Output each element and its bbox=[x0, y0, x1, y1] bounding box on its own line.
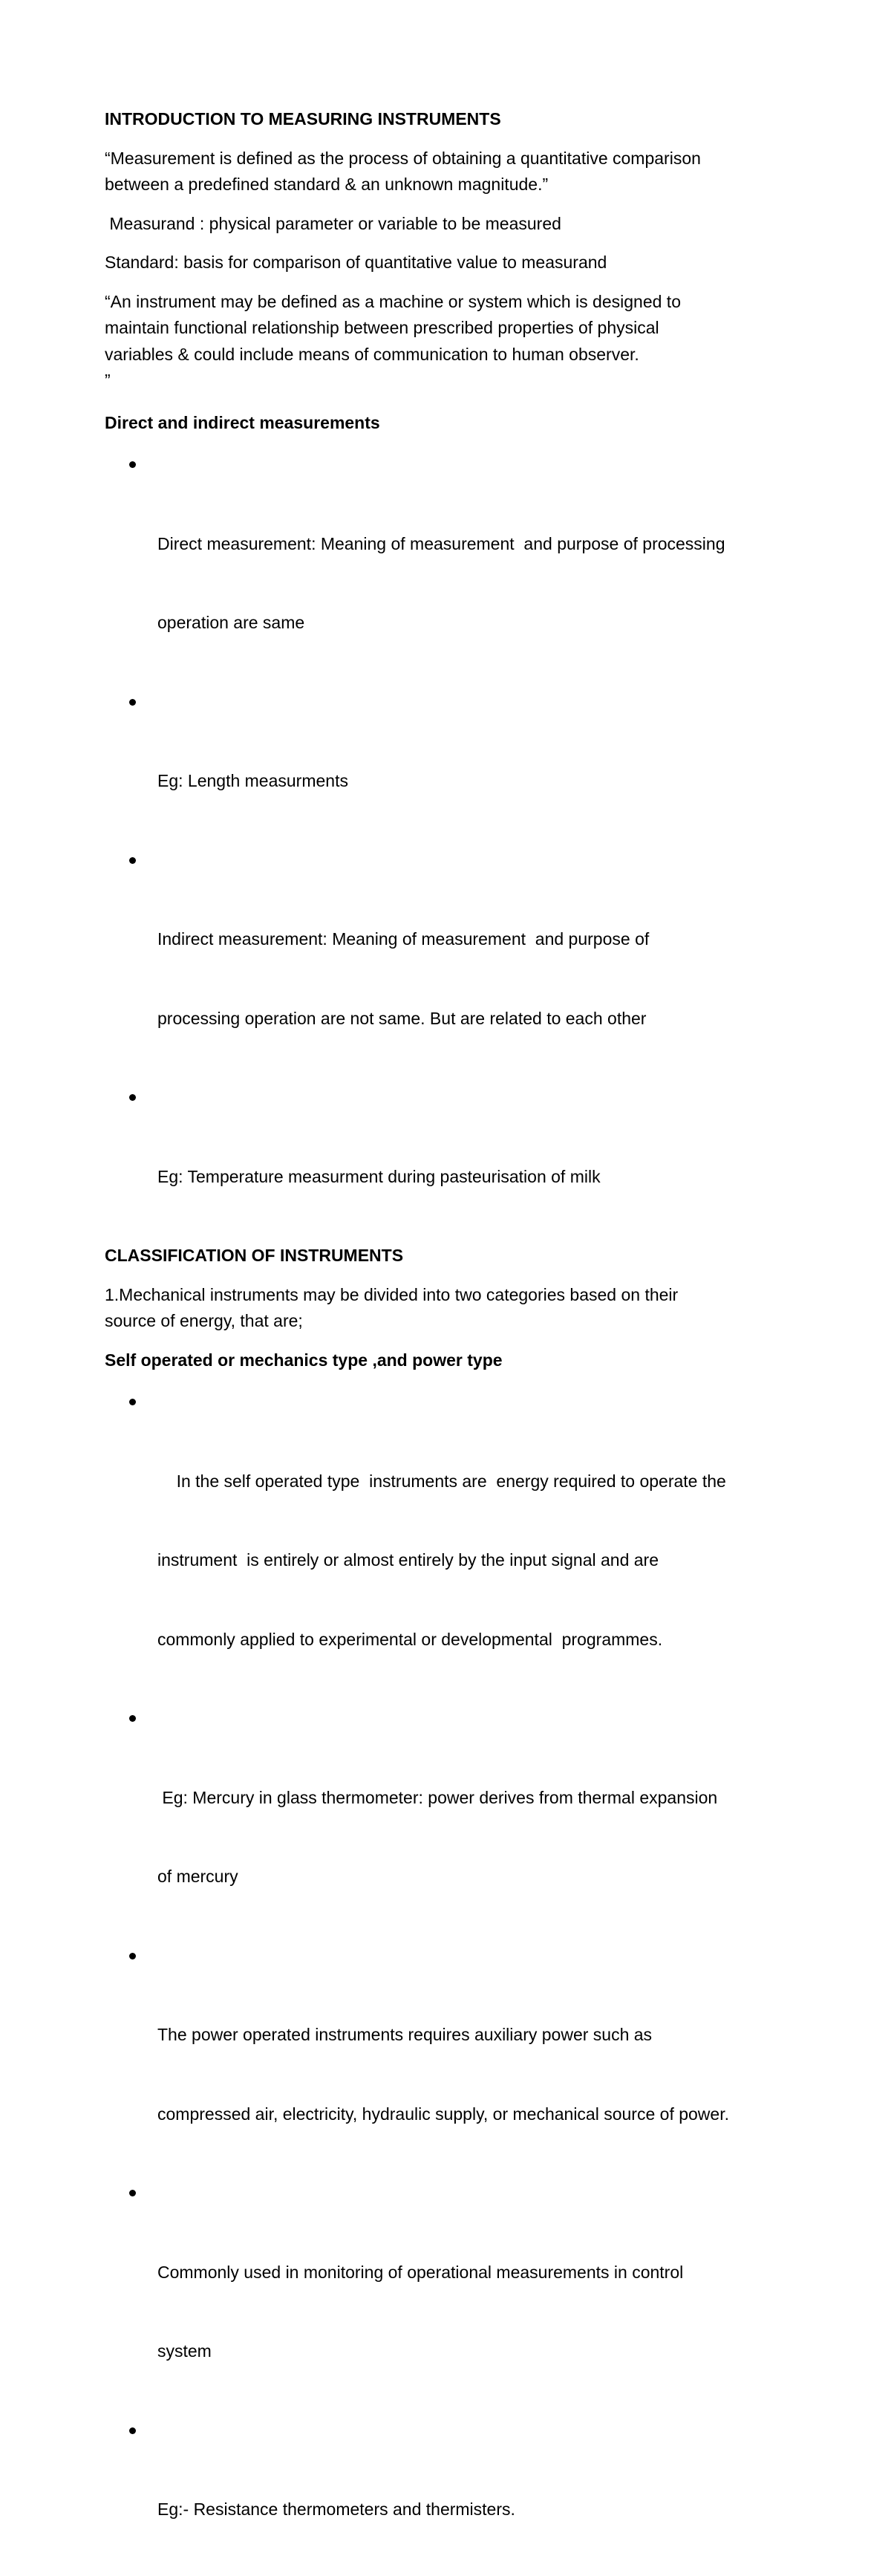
list-item-line: of mercury bbox=[157, 1867, 238, 1886]
classification-list bbox=[105, 1389, 792, 2576]
list-item-line: In the self operated type instruments are energy required to operate the bbox=[157, 1471, 726, 1491]
direct-indirect-heading: Direct and indirect measurements bbox=[105, 412, 380, 432]
list-item-line: Eg: Temperature measurment during pasteurisation of milk bbox=[157, 1166, 601, 1186]
list-item-line: The power operated instruments requires auxiliary power such as bbox=[157, 2025, 653, 2044]
list-item-line: Eg: Length measurments bbox=[157, 771, 348, 790]
list-item bbox=[105, 689, 792, 848]
bullet-icon bbox=[129, 857, 136, 864]
bullet-icon bbox=[129, 1715, 136, 1722]
classification-intro bbox=[105, 1282, 792, 1335]
bullet-icon bbox=[129, 1399, 136, 1405]
list-item bbox=[105, 452, 792, 689]
list-item bbox=[105, 1705, 792, 1943]
measurement-definition-line-1: “Measurement is defined as the process of obtaining a quantitative comparison bbox=[105, 148, 701, 168]
list-item-line: compressed air, electricity, hydraulic supply, or mechanical source of power. bbox=[157, 2104, 729, 2124]
bullet-icon bbox=[129, 1094, 136, 1101]
instrument-definition-line-3: variables & could include means of communication to human observer. bbox=[105, 344, 639, 364]
list-item bbox=[105, 1084, 792, 1243]
measurement-definition bbox=[105, 146, 792, 198]
list-item bbox=[105, 2180, 792, 2418]
list-item-line: Eg:- Resistance thermometers and thermisters. bbox=[157, 2499, 515, 2519]
instrument-definition-line-4: ” bbox=[105, 371, 111, 390]
bullet-icon bbox=[129, 2427, 136, 2434]
bullet-icon bbox=[129, 461, 136, 468]
measurand-definition: Measurand : physical parameter or variable to be measured bbox=[105, 213, 561, 233]
classification-intro-line-1: 1.Mechanical instruments may be divided into two categories based on their bbox=[105, 1284, 679, 1304]
list-item bbox=[105, 2418, 792, 2576]
standard-definition: Standard: basis for comparison of quantitative value to measurand bbox=[105, 253, 607, 272]
list-item-line: Eg: Mercury in glass thermometer: power derives from thermal expansion bbox=[157, 1787, 718, 1807]
list-item-line: instrument is entirely or almost entirely by the input signal and are bbox=[157, 1550, 659, 1570]
instrument-definition-line-1: “An instrument may be defined as a machine or system which is designed to bbox=[105, 291, 681, 311]
document-page bbox=[105, 106, 792, 2576]
bullet-icon bbox=[129, 2190, 136, 2196]
list-item bbox=[105, 848, 792, 1085]
list-item-line: operation are same bbox=[157, 613, 305, 632]
instrument-definition bbox=[105, 289, 792, 394]
list-item bbox=[105, 1389, 792, 1705]
bullet-icon bbox=[129, 699, 136, 706]
page-title: INTRODUCTION TO MEASURING INSTRUMENTS bbox=[105, 109, 501, 129]
bullet-icon bbox=[129, 1953, 136, 1959]
classification-subheading: Self operated or mechanics type ,and power type bbox=[105, 1350, 503, 1370]
list-item-line: commonly applied to experimental or developmental programmes. bbox=[157, 1629, 663, 1649]
classification-intro-line-2: source of energy, that are; bbox=[105, 1311, 303, 1330]
instrument-definition-line-2: maintain functional relationship between prescribed properties of physical bbox=[105, 318, 659, 337]
list-item-line: Indirect measurement: Meaning of measurement and purpose of bbox=[157, 929, 650, 949]
list-item-line: processing operation are not same. But are related to each other bbox=[157, 1008, 647, 1028]
list-item-line: system bbox=[157, 2341, 212, 2361]
list-item bbox=[105, 1943, 792, 2181]
classification-heading: CLASSIFICATION OF INSTRUMENTS bbox=[105, 1246, 404, 1265]
measurement-definition-line-2: between a predefined standard & an unknown magnitude.” bbox=[105, 175, 549, 194]
list-item-line: Commonly used in monitoring of operational measurements in control bbox=[157, 2262, 684, 2282]
direct-indirect-list bbox=[105, 452, 792, 1243]
list-item-line: Direct measurement: Meaning of measurement and purpose of processing bbox=[157, 533, 725, 553]
